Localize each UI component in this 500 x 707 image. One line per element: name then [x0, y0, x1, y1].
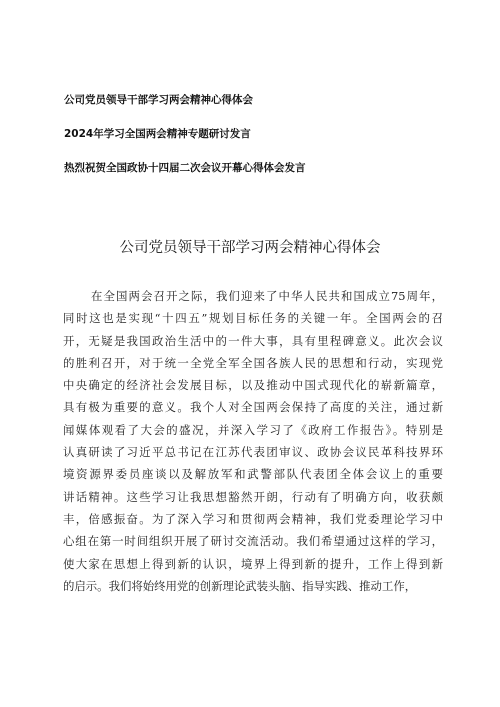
body-line: 开，无疑是我国政治生活中的一件大事，具有里程碑意义。此次会议: [63, 333, 443, 348]
body-line: 心组在第一时间组织开展了研讨交流活动。我们希望通过这样的学习，: [63, 534, 443, 549]
body-line: 同时这也是实现“十四五”规划目标任务的关键一年。全国两会的召: [63, 311, 443, 326]
body-line: 境资源界委员座谈以及解放军和武警部队代表团全体会议上的重要: [63, 467, 443, 482]
body-line: 认真研读了习近平总书记在江苏代表团审议、政协会议民革科技界环: [63, 445, 443, 460]
body-line: 的胜利召开，对于统一全党全军全国各族人民的思想和行动，实现党: [63, 355, 443, 370]
body-line: 的启示。我们将始终用党的创新理论武装头脑、指导实践、推动工作，: [63, 578, 417, 593]
document-title: 公司党员领导干部学习两会精神心得体会: [119, 240, 381, 256]
toc-item-2: 2024年学习全国两会精神专题研讨发言: [64, 128, 251, 140]
toc-item-3: 热烈祝贺全国政协十四届二次会议开幕心得体会发言: [64, 162, 306, 174]
body-line: 使大家在思想上得到新的认识，境界上得到新的提升，工作上得到新: [63, 556, 443, 571]
body-line: 在全国两会召开之际，我们迎来了中华人民共和国成立75周年，: [91, 289, 443, 303]
body-paragraph: [63, 285, 443, 597]
toc-item-1: 公司党员领导干部学习两会精神心得体会: [64, 94, 253, 106]
body-line: 中央确定的经济社会发展目标，以及推动中国式现代化的崭新篇章，: [63, 378, 443, 393]
body-line: 丰，倍感振奋。为了深入学习和贯彻两会精神，我们党委理论学习中: [63, 511, 443, 526]
body-line: 具有极为重要的意义。我个人对全国两会保持了高度的关注，通过新: [63, 400, 443, 415]
table-of-contents: [64, 93, 464, 175]
body-line: 闻媒体观看了大会的盛况，并深入学习了《政府工作报告》。特别是: [63, 422, 443, 437]
body-line: 讲话精神。这些学习让我思想豁然开朗，行动有了明确方向，收获颇: [63, 489, 443, 504]
